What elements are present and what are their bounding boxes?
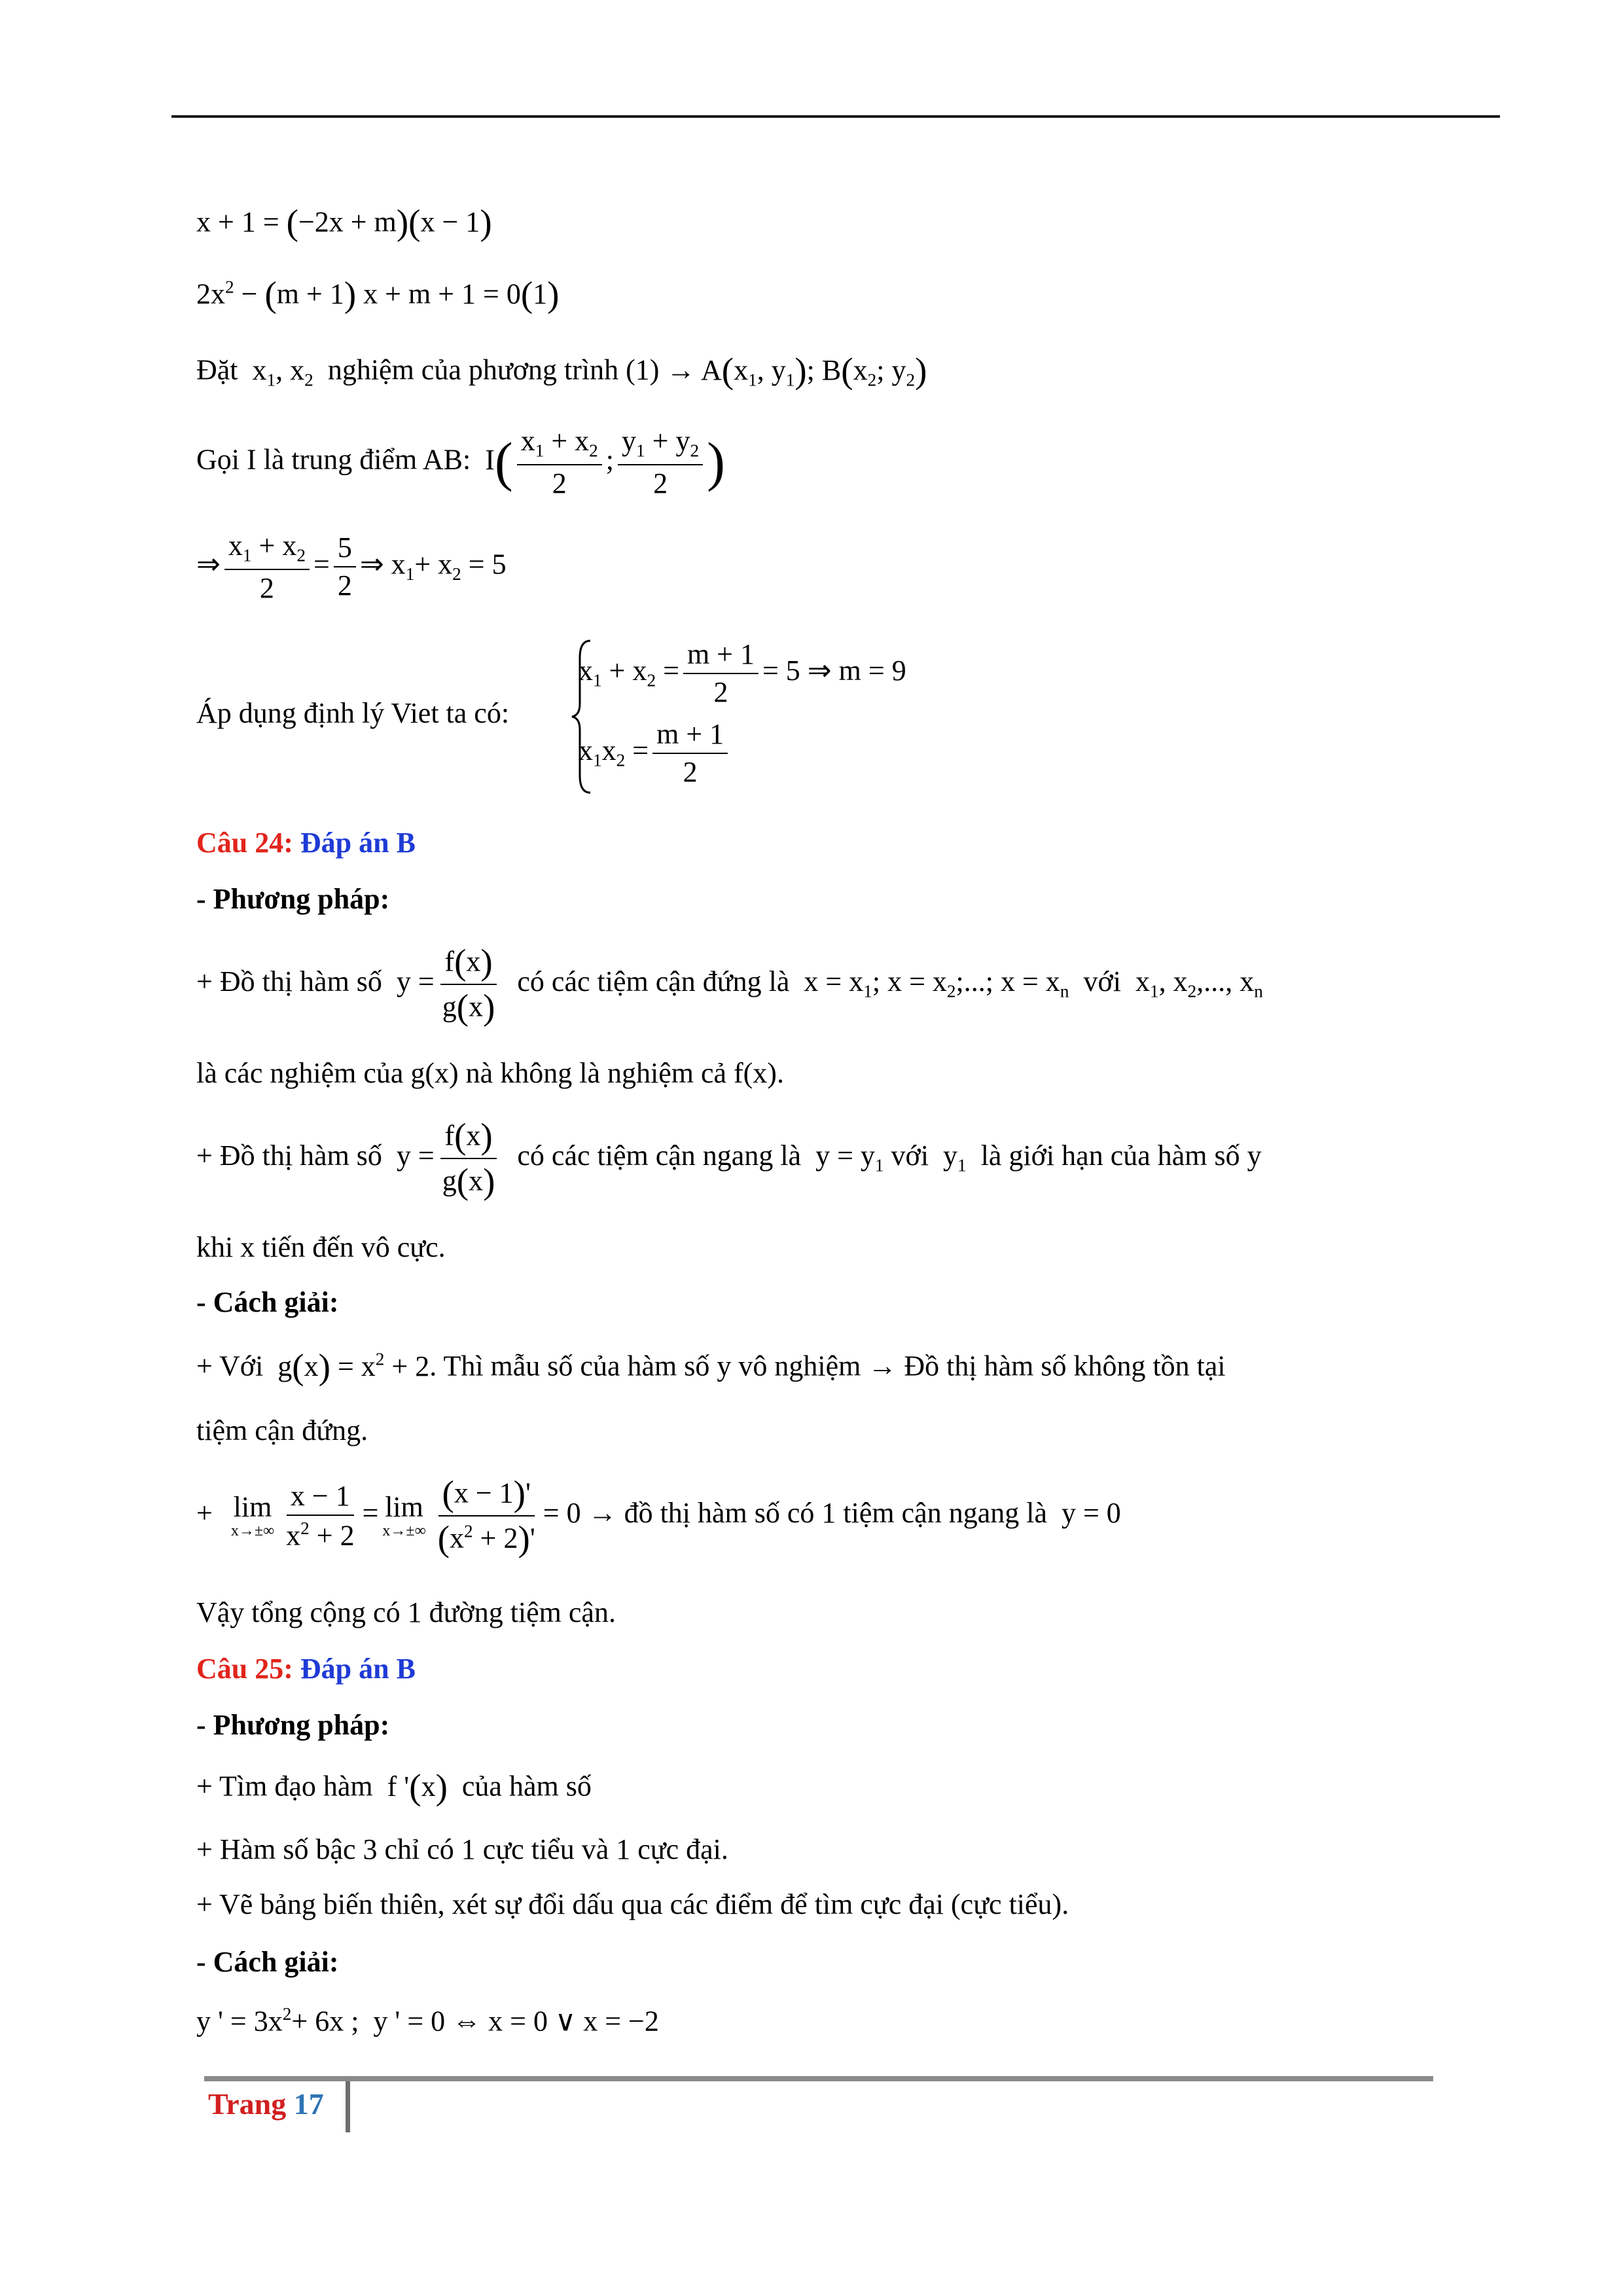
goi-line: Gọi I là trung điểm AB: I( $\frac{x_1 + x_2}{2}$ ; $\frac{y_1 + y_2}{2}$ )	[196, 425, 725, 499]
cau24-conclusion: Vậy tổng cộng có 1 đường tiệm cận.	[196, 1596, 616, 1628]
cau24-method-1-cont: là các nghiệm của g(x) nà không là nghiệm cả f(x).	[196, 1057, 784, 1089]
cau25-method-3: + Vẽ bảng biến thiên, xét sự đổi dấu qua các điểm để tìm cực đại (cực tiểu).	[196, 1888, 1069, 1920]
viet-eq-sum: $x_1 + x_2$ = $\frac{m + 1}{2}$ = 5 ⇒ m = 9	[579, 638, 906, 708]
c25-m1-prefix: + Tìm đạo hàm	[196, 1770, 373, 1803]
m2-end: là giới hạn của hàm số y	[980, 1139, 1262, 1172]
goi-prefix: Gọi I là trung điểm AB:	[196, 443, 471, 476]
cau24-method-2: + Đồ thị hàm số y = $\frac{f(x)}{g(x)}$ có các tiệm cận ngang là $y = y_1$ với $y_1$ là giới hạn của hàm số y	[196, 1116, 1262, 1201]
cau25-method-2: + Hàm số bậc 3 chỉ có 1 cực tiểu và 1 cực đại.	[196, 1833, 728, 1865]
cau25-method-heading: - Phương pháp:	[196, 1709, 390, 1741]
footer-rule	[204, 2076, 1433, 2081]
s1-text: . Thì mẫu số của hàm số y vô nghiệm → Đồ thị hàm số không tồn tại	[429, 1350, 1226, 1382]
cau25-method-1: + Tìm đạo hàm f '(x) của hàm số	[196, 1767, 592, 1806]
cau24-method-2-cont: khi x tiến đến vô cực.	[196, 1231, 446, 1263]
equation-line-2: $2x^2 - (m + 1) x + m + 1 = 0(1)$	[196, 274, 560, 314]
header-rule	[171, 115, 1500, 118]
dat-mid: nghiệm của phương trình (1)	[327, 353, 660, 386]
cau24-method-1: + Đồ thị hàm số y = $\frac{f(x)}{g(x)}$ có các tiệm cận đứng là $x = x_1$; $x = x_2$;...; $x = x_n$ với $x_1$, $x_2$,..., $x_n$	[196, 942, 1263, 1027]
dat-line: Đặt $x_1$, $x_2$ nghiệm của phương trình $(1) \to A(x_1$, $y_1$); $B(x_2$; $y_2$)	[196, 350, 927, 390]
cau24-solution-heading: - Cách giải:	[196, 1286, 339, 1318]
m2-prefix: + Đồ thị hàm số	[196, 1139, 382, 1172]
cau24-solution-1: + Với $g(x) = x^2 + 2$. Thì mẫu số của hàm số y vô nghiệm → Đồ thị hàm số không tồn tại	[196, 1346, 1226, 1386]
s2-text: đồ thị hàm số có 1 tiệm cận ngang là	[624, 1497, 1047, 1530]
m2-with: với	[891, 1139, 929, 1172]
page-footer	[208, 2087, 324, 2121]
s1-prefix: + Với	[196, 1350, 264, 1382]
c25-m1-suffix: của hàm số	[461, 1770, 592, 1803]
cau24-heading	[196, 829, 416, 857]
dat-prefix: Đặt	[196, 353, 238, 386]
s2-prefix: +	[196, 1497, 213, 1530]
m1-mid: có các tiệm cận đứng là	[517, 965, 790, 998]
cau25-answer: Đáp án B	[300, 1653, 416, 1685]
m1-prefix: + Đồ thị hàm số	[196, 965, 382, 998]
footer-divider	[346, 2081, 350, 2132]
cau25-solution-heading: - Cách giải:	[196, 1946, 339, 1978]
footer-label: Trang	[208, 2087, 287, 2121]
viet-eq-product: $x_1x_2$ = $\frac{m + 1}{2}$	[579, 720, 732, 787]
cau25-label: Câu 25:	[196, 1653, 293, 1685]
cau25-solution-eq: y ' = $3x^2+ 6x$ ; y ' = 0 ⇔ x = 0 ∨ x = −2	[196, 2004, 659, 2037]
cau24-answer: Đáp án B	[300, 827, 416, 859]
m1-with: với	[1083, 965, 1121, 998]
cau24-label: Câu 24:	[196, 827, 293, 859]
cau24-method-heading: - Phương pháp:	[196, 883, 390, 915]
cau24-solution-2: + lim x→±∞ $\frac{x - 1}{x^2 + 2}$ = lim x→±∞ $\frac{(x - 1)'}{(x^2 + 2)'}$ = 0 → đồ thị hàm số có 1 tiệm cận ngang là y = 0	[196, 1473, 1121, 1558]
m2-mid: có các tiệm cận ngang là	[517, 1139, 802, 1172]
midpoint-equation: ⇒ $\frac{x_1 + x_2}{2}$ = $\frac{5}{2}$ ⇒ $x_1+ x_2 = 5$	[196, 529, 507, 604]
cau25-heading	[196, 1655, 416, 1683]
cau24-solution-1-cont: tiệm cận đứng.	[196, 1414, 368, 1446]
viet-prefix: Áp dụng định lý Viet ta có:	[196, 697, 510, 729]
equation-line-1: x + 1 = (−2x + m)(x − 1)	[196, 202, 492, 242]
page-number: 17	[293, 2087, 324, 2121]
